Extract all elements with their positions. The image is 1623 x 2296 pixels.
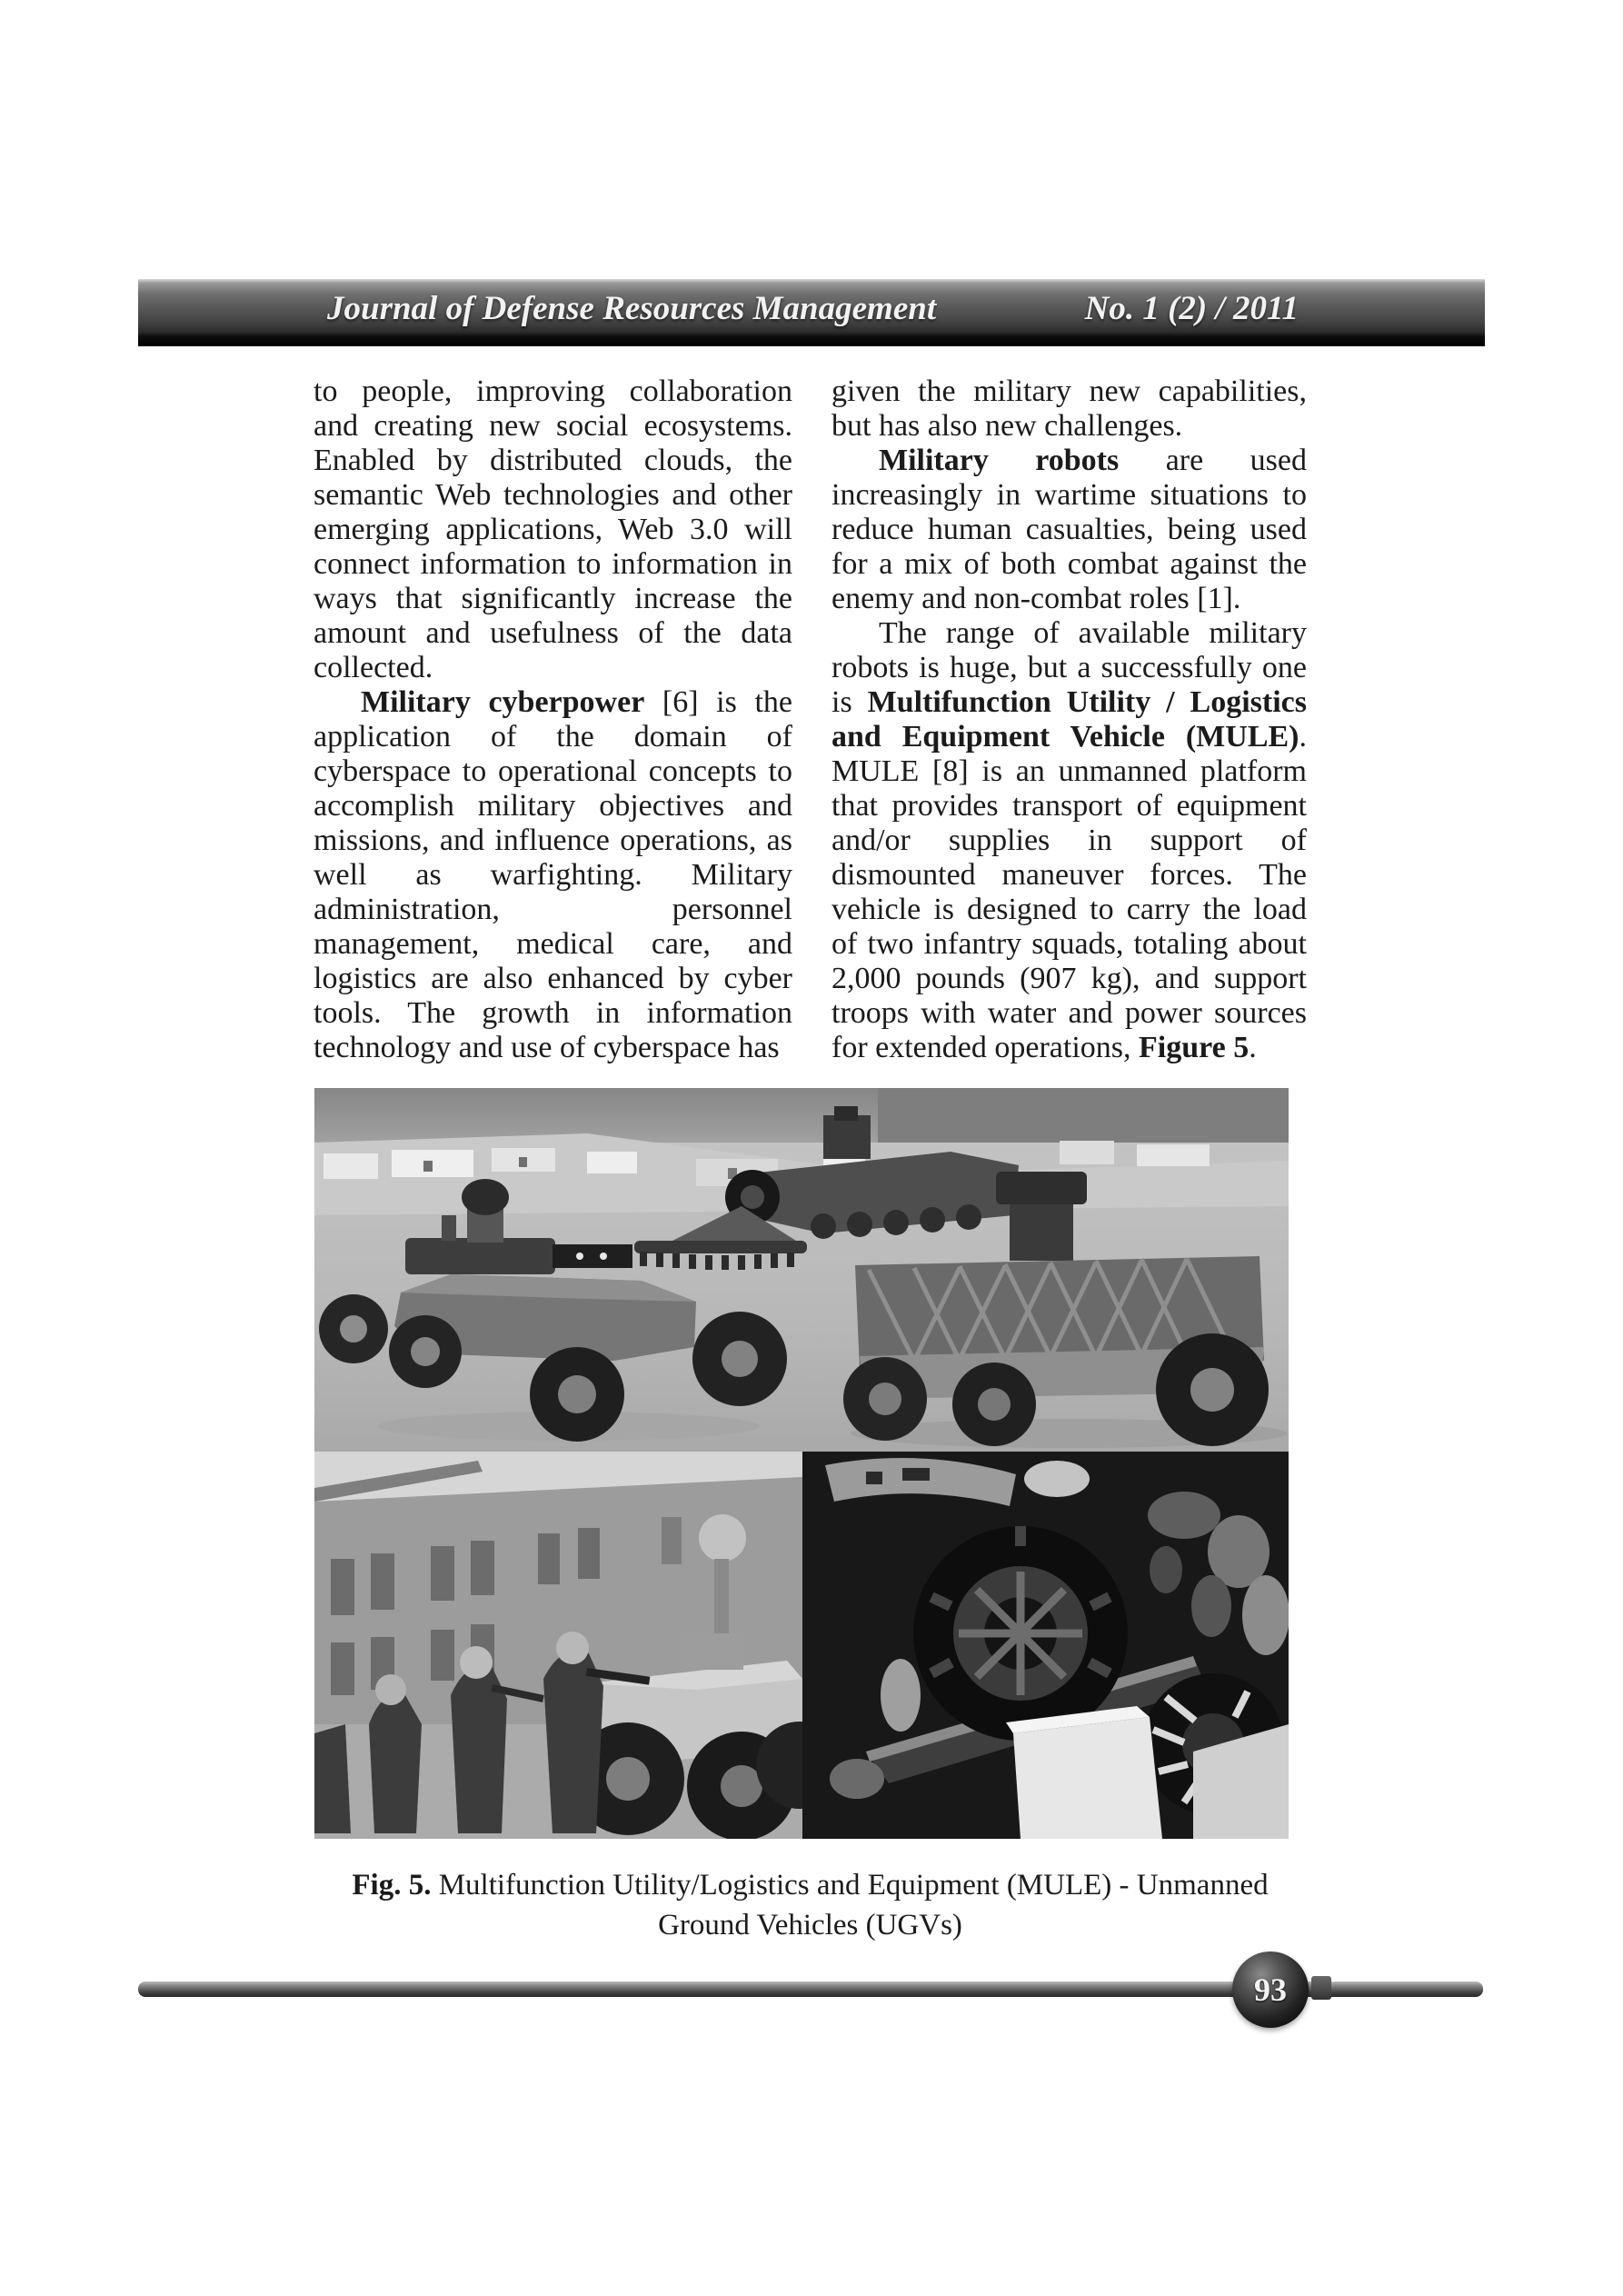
left-column <box>314 374 792 1065</box>
figure-caption <box>314 1865 1307 1945</box>
bold-text-run: Fig. 5. <box>352 1869 432 1902</box>
journal-title: Journal of Defense Resources Management <box>327 289 937 327</box>
paragraph <box>831 374 1307 444</box>
text-run: . <box>1249 1031 1257 1064</box>
page-number: 93 <box>1254 1972 1287 2008</box>
photo-mule-desert <box>314 1088 1289 1452</box>
figure-5 <box>314 1088 1289 1839</box>
issue-number: No. 1 (2) / 2011 <box>1084 289 1299 327</box>
right-column <box>831 374 1307 1065</box>
bold-text-run: Military robots <box>879 444 1120 477</box>
figure-caption-text <box>329 1865 1292 1945</box>
text-run: are used increasingly in wartime situations to reduce human casualties, being used for a mix of both combat against the enemy and non-combat roles [1]. <box>831 444 1307 615</box>
text-run: The range of available military robots is huge, but a successfully one is <box>831 616 1307 719</box>
text-run: given the military new capabilities, but has also new challenges. <box>831 374 1307 443</box>
paragraph <box>831 616 1307 1065</box>
header-bar <box>138 279 1485 346</box>
footer-rule-notch <box>1311 1976 1331 2000</box>
text-run: Multifunction Utility/Logistics and Equipment (MULE) - Unmanned Ground Vehicles (UGVs) <box>431 1869 1269 1942</box>
bold-text-run: Military cyberpower <box>361 685 645 719</box>
text-run: . MULE [8] is an unmanned platform that provides transport of equipment and/or supplies in support of dismounted maneuver forces. The vehicle is designed to carry the load of two infantry squads, totaling about 2,000 pounds (907 kg), and support troops with water and power sources for extended operations, <box>831 720 1307 1064</box>
paragraph <box>831 444 1307 616</box>
text-run: [6] is the application of the domain of cyberspace to operational concepts to accomplish military objectives and missions, and influence operations, as well as warfighting. Military administration, personnel management, medical care, and logistics are also enhanced by cyber tools. The growth in information technology and use of cyberspace has <box>314 685 793 1064</box>
page-number-badge <box>1232 1952 1309 2028</box>
text-run: to people, improving collaboration and creating new social ecosystems. Enabled by distributed clouds, the semantic Web technologies and other emerging applications, Web 3.0 will connect information to information in ways that significantly increase the amount and usefulness of the data collected. <box>314 374 792 684</box>
paragraph <box>314 685 792 1065</box>
photo-mule-exhibition <box>802 1452 1289 1839</box>
bold-text-run: Figure 5 <box>1139 1031 1250 1064</box>
photo-mule-soldiers <box>314 1452 802 1839</box>
big-wheel <box>913 1526 1128 1741</box>
paragraph <box>314 374 792 685</box>
bold-text-run: Multifunction Utility / Logistics and Equipment Vehicle (MULE) <box>831 685 1307 754</box>
